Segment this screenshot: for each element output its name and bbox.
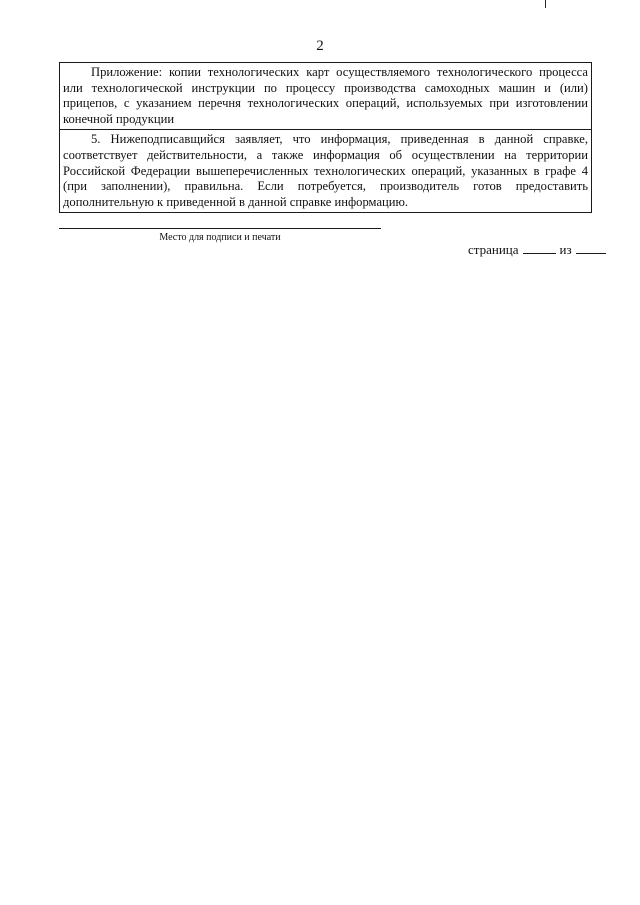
of-label: из (559, 242, 572, 257)
total-pages-blank (576, 242, 606, 254)
page-number: 2 (316, 38, 324, 54)
current-page-blank (523, 242, 556, 254)
attachment-row: Приложение: копии технологических карт осуществляемого технологического процесса или технологической инструкции по процессу производства самоходных машин и (или) прицепов, с указанием перечня технологических операций, используемых при изготовлении конечной продукции (63, 65, 588, 126)
declaration-table (59, 62, 592, 213)
page-counter (468, 242, 606, 258)
declaration-row: 5. Нижеподписавщийся заявляет, что информация, приведенная в данной справке, соответствует действительности, а также информация об осуществлении на территории Российской Федерации вышеперечисленных технологических операций, указанных в графе 4 (при заполнении), правильна. Если потребуется, производитель готов предоставить дополнительную к приведенной в данной справке информацию. (60, 129, 591, 212)
page-label: страница (468, 242, 519, 257)
scan-edge-mark (545, 0, 546, 8)
signature-caption: Место для подписи и печати (159, 232, 281, 243)
signature-line (59, 228, 381, 229)
